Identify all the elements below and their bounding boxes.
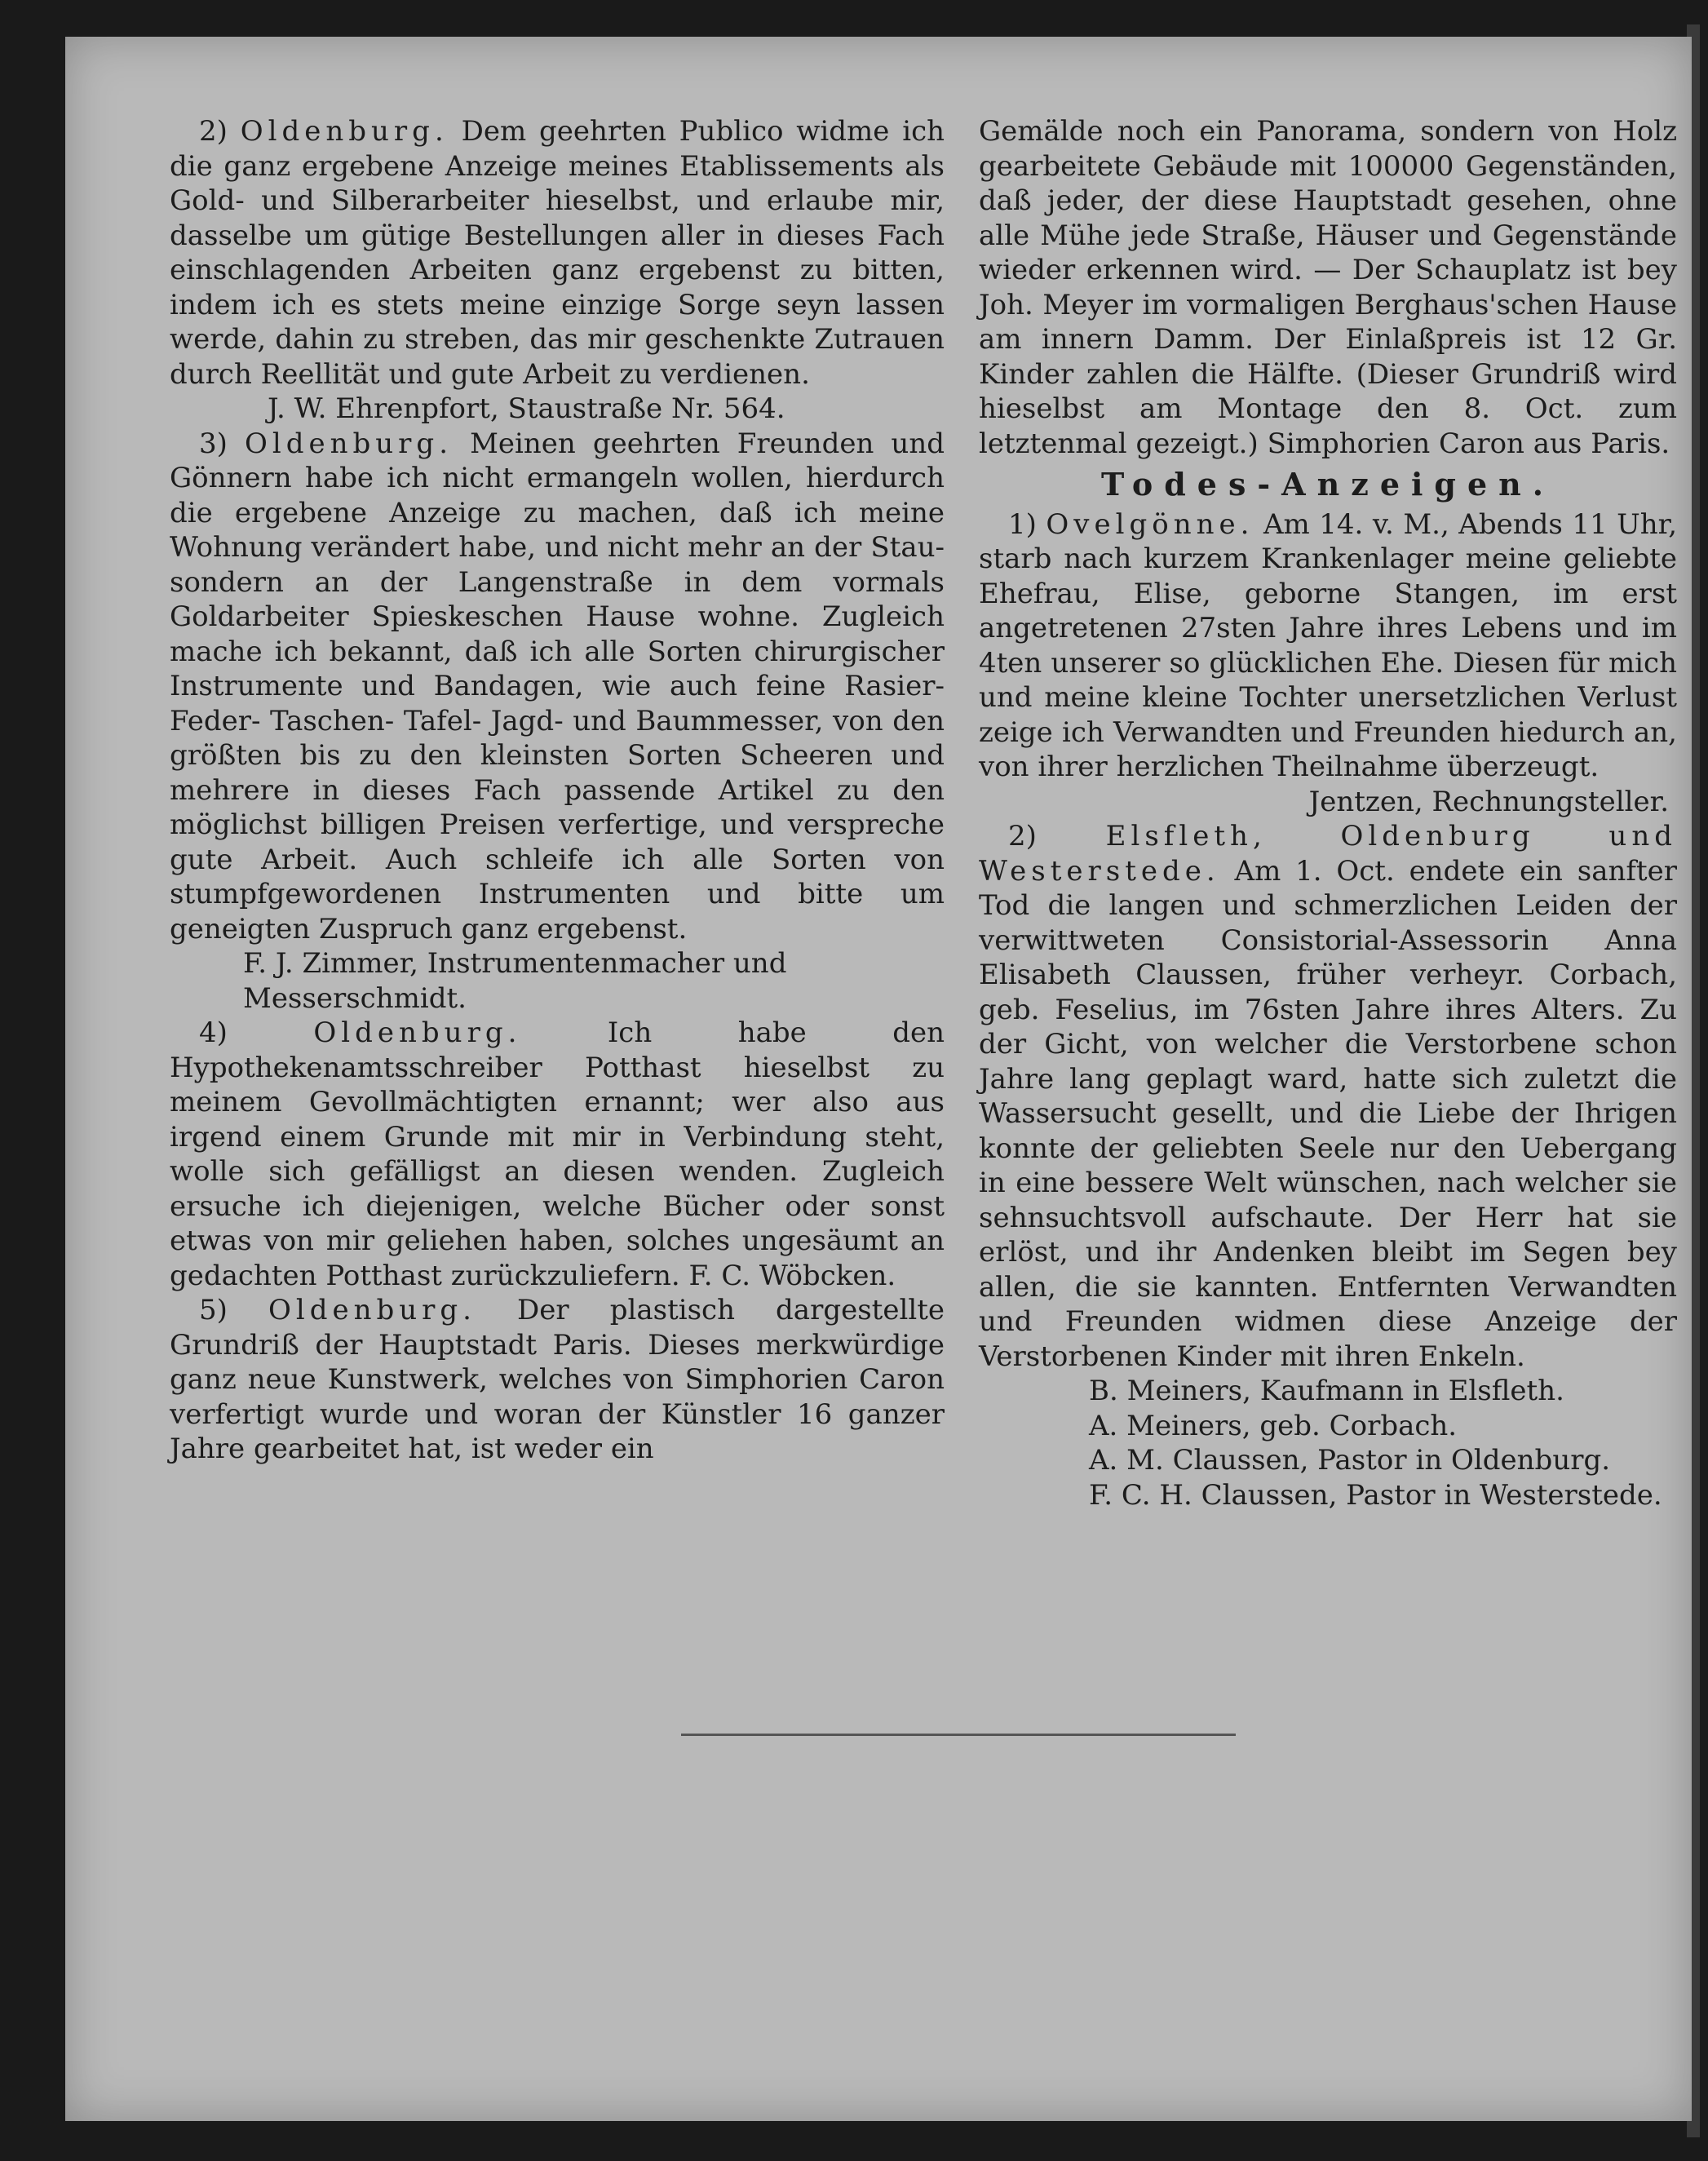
notice-place: Oldenburg. xyxy=(240,115,449,148)
signature-line: F. C. H. Claussen, Pastor in Westerstede. xyxy=(1089,1478,1662,1512)
notice-number: 3) xyxy=(199,427,228,460)
notice-place: Oldenburg. xyxy=(313,1016,522,1049)
notice-text: Dem geehrten Publico widme ich die ganz ergebene Anzeige meines Etablissements als Gold- und Silberarbeiter hieselbst, und erlaube mir, dasselbe um gütige Bestellungen aller in dieses Fach einschlagenden Arbeiten ganz ergebenst zu bitten, indem ich es stets meine einzige Sorge seyn lassen werde, dahin zu streben, das mir geschenkte Zutrauen durch Reellität und gute Arbeit zu verdienen. xyxy=(170,115,945,391)
notice-signature: F. C. Wöbcken. xyxy=(688,1259,896,1292)
notice-signature: J. W. Ehrenpfort, Staustraße Nr. 564. xyxy=(268,392,785,425)
notice-text: Der plastisch dargestellte Grundriß der Hauptstadt Paris. Dieses merkwürdige ganz neue Kunstwerk, welches von Simphorien Caron verfertigt wurde und woran der Künstler 16 ganzer Jahre gearbeitet hat, ist weder ein xyxy=(170,1294,945,1465)
notice-5 xyxy=(170,1293,945,1467)
notice-text: Gemälde noch ein Panorama, sondern von Holz gearbeitete Gebäude mit 100000 Gegenständen, daß jeder, der diese Hauptstadt gesehen, ohne alle Mühe jede Straße, Häuser und Gegenstände wieder erkennen wird. — Der Schauplatz ist bey Joh. Meyer im vormaligen Berghaus'schen Hause am innern Damm. Der Einlaßpreis ist 12 Gr. Kinder zahlen die Hälfte. (Dieser Grundriß wird hieselbst am Montage den 8. Oct. zum letztenmal gezeigt.) xyxy=(979,115,1677,460)
notice-3 xyxy=(170,427,945,947)
section-heading-death-notices: Todes-Anzeigen. xyxy=(1100,466,1555,503)
left-column xyxy=(170,114,945,1467)
notice-number: 1) xyxy=(1008,507,1037,541)
section-divider-rule xyxy=(681,1734,1236,1736)
notice-4 xyxy=(170,1016,945,1293)
notice-text: Am 1. Oct. endete ein sanfter Tod die langen und schmerzlichen Leiden der verwittweten Consistorial-Assessorin Anna Elisabeth Claussen, früher verheyr. Corbach, geb. Feselius, im 76sten Jahre ihres Alters. Zu der Gicht, von welcher die Verstorbene schon Jahre lang geplagt ward, hatte sich zuletzt die Wassersucht gesellt, und die Liebe der Ihrigen konnte der geliebten Seele nur den Uebergang in eine bessere Welt wünschen, nach welcher sie sehnsuchtsvoll aufschaute. Der Herr hat sie erlöst, und ihr Andenken bleibt im Segen bey allen, die sie kannten. Entfernten Verwandten und Freunden widmen diese Anzeige der Verstorbenen Kinder mit ihren Enkeln. xyxy=(979,854,1677,1373)
notice-place: Oldenburg. xyxy=(268,1294,476,1326)
signature-line: B. Meiners, Kaufmann in Elsfleth. xyxy=(1089,1375,1564,1407)
notice-place: Elsfleth, Oldenburg und Westerstede. xyxy=(979,820,1677,888)
notice-signature: Simphorien Caron aus Paris. xyxy=(1267,427,1670,460)
notice-number: 2) xyxy=(199,115,228,148)
death-notice-2 xyxy=(979,819,1677,1374)
notice-place: Ovelgönne. xyxy=(1046,507,1254,541)
right-column xyxy=(979,114,1677,1512)
notice-2 xyxy=(170,114,945,392)
notice-text: Ich habe den Hypothekenamtsschreiber Potthast hieselbst zu meinem Gevollmächtigten ernannt; wer also aus irgend einem Grunde mit mir in Verbindung steht, wolle sich gefälligst an diesen wenden. Zugleich ersuche ich diejenigen, welche Bücher oder sonst etwas von mir geliehen haben, solches ungesäumt an gedachten Potthast zurückzuliefern. xyxy=(170,1016,945,1292)
death-notice-1 xyxy=(979,507,1677,785)
notice-number: 5) xyxy=(199,1294,228,1326)
notice-number: 4) xyxy=(199,1016,228,1049)
notice-signature: F. J. Zimmer, Instrumentenmacher und Messerschmidt. xyxy=(243,947,787,1015)
notice-text: Am 14. v. M., Abends 11 Uhr, starb nach kurzem Krankenlager meine geliebte Ehefrau, Elise, geborne Stangen, im erst angetretenen 27sten Jahre ihres Lebens und im 4ten unserer so glücklichen Ehe. Diesen für mich und meine kleine Tochter unersetzlichen Verlust zeige ich Verwandten und Freunden hiedurch an, von ihrer herzlichen Theilnahme überzeugt. xyxy=(979,507,1678,783)
signature-line: A. Meiners, geb. Corbach. xyxy=(1089,1409,1458,1442)
signature-line: A. M. Claussen, Pastor in Oldenburg. xyxy=(1089,1444,1611,1477)
notice-number: 2) xyxy=(1008,820,1037,852)
notice-place: Oldenburg. xyxy=(244,427,454,460)
notice-5-continued xyxy=(979,114,1677,461)
notice-signature: Jentzen, Rechnungsteller. xyxy=(1308,785,1669,818)
notice-text: Meinen geehrten Freunden und Gönnern habe ich nicht ermangeln wollen, hierdurch die ergebene Anzeige zu machen, daß ich meine Wohnung verändert habe, und nicht mehr an der Stau- sondern an der Langenstraße in dem vormals Goldarbeiter Spieskeschen Hause wohne. Zugleich mache ich bekannt, daß ich alle Sorten chirurgischer Instrumente und Bandagen, wie auch feine Rasier- Feder- Taschen- Tafel- Jagd- und Baummesser, von den größten bis zu den kleinsten Sorten Scheeren und mehrere in dieses Fach passende Artikel zu den möglichst billigen Preisen verfertige, und verspreche gute Arbeit. Auch schleife ich alle Sorten von stumpfgewordenen Instrumenten und bitte um geneigten Zuspruch ganz ergebenst. xyxy=(170,427,945,945)
